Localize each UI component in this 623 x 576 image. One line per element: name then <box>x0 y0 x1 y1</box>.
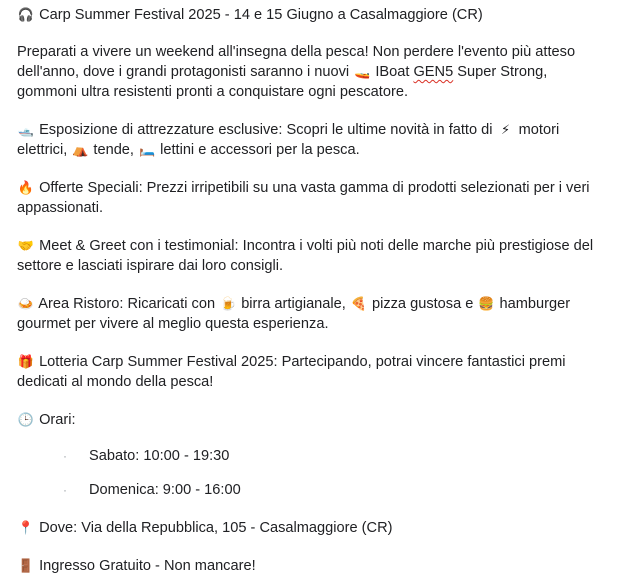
ristoro-text-birra: birra artigianale, <box>241 296 346 312</box>
esposizione-text-motori: motori elettrici, <box>17 122 560 158</box>
list-item: · Domenica: 9:00 - 16:00 <box>63 480 605 500</box>
intro-text-end: Super Strong, gommoni ultra resistenti pronti a conquistare ogni pescatore. <box>17 64 548 100</box>
pizza-icon: 🍕 <box>350 296 367 311</box>
offerte-paragraph <box>17 178 605 218</box>
orari-heading <box>17 410 605 430</box>
esposizione-text-lettini: lettini e accessori per la pesca. <box>160 142 360 158</box>
tent-icon: ⛺ <box>72 142 89 157</box>
speedboat-icon: 🛥️ <box>17 122 35 137</box>
clock-icon: 🕒 <box>17 412 35 427</box>
door-icon: 🚪 <box>17 558 35 573</box>
lotteria-text: Lotteria Carp Summer Festival 2025: Partecipando, potrai vincere fantastici premi dedicati al mondo della pesca! <box>17 354 566 390</box>
fire-icon: 🔥 <box>17 180 35 195</box>
ristoro-text-hamburger: hamburger gourmet per vivere al meglio questa esperienza. <box>17 296 571 332</box>
curry-icon: 🍛 <box>17 296 35 311</box>
esposizione-text-tende: tende, <box>93 142 134 158</box>
orari-list <box>17 446 605 500</box>
intro-paragraph <box>17 42 605 102</box>
dove-paragraph <box>17 518 605 538</box>
boat-icon: 🚤 <box>354 64 371 79</box>
list-item: · Sabato: 10:00 - 19:30 <box>63 446 605 466</box>
orari-label: Orari: <box>39 412 76 428</box>
meet-text: Meet & Greet con i testimonial: Incontra i volti più noti delle marche più prestigiose del settore e lasciati ispirare dai loro consigli. <box>17 238 594 274</box>
ristoro-text-pizza: pizza gustosa e <box>371 296 474 312</box>
lightning-icon: ⚡ <box>501 122 511 137</box>
event-title-text: Carp Summer Festival 2025 - 14 e 15 Giugno a Casalmaggiore (CR) <box>39 7 483 23</box>
lotteria-paragraph <box>17 352 605 392</box>
headphones-icon: 🎧 <box>17 7 35 22</box>
ingresso-text: Ingresso Gratuito - Non mancare! <box>39 558 256 574</box>
beer-icon: 🍺 <box>220 296 237 311</box>
brand-name: IBoat <box>375 64 410 80</box>
ingresso-paragraph <box>17 556 605 576</box>
bed-icon: 🛏️ <box>138 142 156 157</box>
ristoro-text: Area Ristoro: Ricaricati con <box>38 296 216 312</box>
pin-icon: 📍 <box>17 520 35 535</box>
dove-text: Dove: Via della Repubblica, 105 - Casalmaggiore (CR) <box>39 520 393 536</box>
meet-paragraph <box>17 236 605 276</box>
handshake-icon: 🤝 <box>17 238 35 253</box>
event-title <box>17 5 605 25</box>
esposizione-paragraph <box>17 120 605 160</box>
ristoro-paragraph <box>17 294 605 334</box>
brand-model-misspelled[interactable]: GEN5 <box>413 64 454 80</box>
intro-text: Preparati a vivere un weekend all'insegna della pesca! Non perdere l'evento più atteso dell'anno, dove i grandi protagonisti saranno i nuovi <box>17 44 576 80</box>
burger-icon: 🍔 <box>478 296 495 311</box>
gift-icon: 🎁 <box>17 354 35 369</box>
esposizione-text: Esposizione di attrezzature esclusive: Scopri le ultime novità in fatto di <box>39 122 493 138</box>
offerte-text: Offerte Speciali: Prezzi irripetibili su una vasta gamma di prodotti selezionati per i veri appassionati. <box>17 180 590 216</box>
